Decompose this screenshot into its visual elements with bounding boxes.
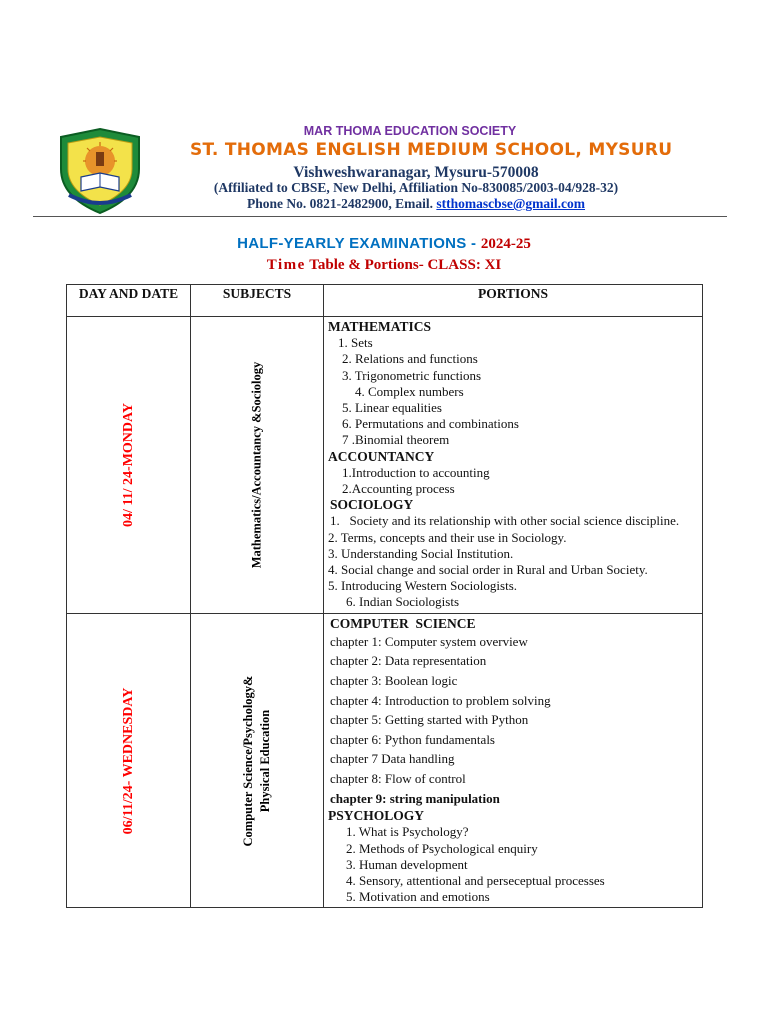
list-item: 4. Complex numbers [355, 383, 464, 399]
list-item: chapter 5: Getting started with Python [330, 712, 529, 728]
exam-date: 06/11/24- WEDNESDAY [120, 687, 136, 834]
date-cell [67, 613, 191, 908]
contact-line [0, 196, 768, 212]
list-item: 2. Terms, concepts and their use in Sociology. [328, 529, 567, 545]
exam-title-text: HALF-YEARLY EXAMINATIONS - [237, 235, 481, 252]
subjects-text [240, 675, 274, 846]
list-item: 2. Relations and functions [342, 351, 478, 367]
header-day-date: DAY AND DATE [67, 285, 191, 317]
list-item: 6. Indian Sociologists [346, 594, 460, 610]
exam-title [0, 235, 768, 253]
subjects-line: Computer Science/Psychology& [241, 675, 255, 846]
list-item: 2. Methods of Psychological enquiry [346, 840, 538, 856]
list-item: chapter 4: Introduction to problem solving [330, 692, 551, 708]
section-heading: MATHEMATICS [328, 319, 432, 334]
section-heading: SOCIOLOGY [330, 497, 414, 513]
list-item: chapter 2: Data representation [330, 653, 487, 669]
phone-text: Phone No. 0821-2482900, Email. [246, 196, 437, 211]
list-item: 5. Motivation and emotions [346, 889, 490, 905]
list-item: 4. Social change and social order in Rural and Urban Society. [328, 562, 648, 578]
table-row [67, 613, 703, 908]
date-cell [67, 317, 191, 614]
affiliation-line: (Affiliated to CBSE, New Delhi, Affiliation No-830085/2003-04/928-32) [213, 180, 619, 195]
email-link[interactable]: stthomascbse@gmail.com [436, 196, 586, 211]
list-item: 3. Human development [346, 856, 468, 872]
list-item: chapter 7 Data handling [330, 751, 455, 767]
list-item: chapter 1: Computer system overview [330, 633, 528, 649]
society-name: MAR THOMA EDUCATION SOCIETY [303, 124, 517, 138]
list-item: 1. Society and its relationship with other social science discipline. [330, 513, 680, 529]
portions-cell [324, 613, 703, 908]
section-heading: COMPUTER SCIENCE [330, 615, 476, 631]
exam-date: 04/ 11/ 24-MONDAY [120, 402, 136, 527]
subtitle-rest: Table & Portions- CLASS: XI [305, 257, 502, 273]
list-item: 3. Understanding Social Institution. [328, 545, 514, 561]
section-heading: PSYCHOLOGY [328, 808, 425, 824]
list-item: chapter 3: Boolean logic [330, 673, 458, 689]
timetable [66, 284, 703, 908]
subjects-line: Mathematics/Accountancy &Sociology [249, 361, 264, 569]
subtitle-lead: Time [266, 257, 306, 273]
subjects-cell [191, 613, 324, 908]
timetable-subtitle [0, 257, 768, 274]
list-item: 3. Trigonometric functions [342, 367, 482, 383]
list-item: 1.Introduction to accounting [342, 464, 490, 480]
exam-year: 2024-25 [480, 236, 531, 252]
list-item: 7 .Binomial theorem [342, 432, 450, 448]
list-item: 2.Accounting process [342, 481, 455, 497]
school-address: Vishweshwaranagar, Mysuru-570008 [293, 164, 539, 181]
list-item: chapter 6: Python fundamentals [330, 731, 495, 747]
school-name: ST. THOMAS ENGLISH MEDIUM SCHOOL, MYSURU [190, 140, 673, 160]
list-item: 5. Introducing Western Sociologists. [328, 578, 518, 594]
header-portions: PORTIONS [324, 285, 703, 317]
header-divider [33, 216, 727, 217]
list-item: 5. Linear equalities [342, 400, 442, 416]
portions-cell [324, 317, 703, 614]
subjects-text [249, 362, 266, 569]
list-item: 1. What is Psychology? [346, 824, 469, 840]
list-item: 6. Permutations and combinations [342, 416, 519, 432]
table-row [67, 317, 703, 614]
subjects-line: Physical Education [258, 709, 272, 812]
subjects-cell [191, 317, 324, 614]
list-item: chapter 8: Flow of control [330, 771, 466, 787]
table-header-row [67, 285, 703, 317]
list-item: chapter 9: string manipulation [330, 790, 500, 806]
header-subjects: SUBJECTS [191, 285, 324, 317]
list-item: 1. Sets [338, 335, 373, 351]
list-item: 4. Sensory, attentional and perseceptual processes [346, 873, 605, 889]
section-heading: ACCOUNTANCY [328, 448, 435, 464]
